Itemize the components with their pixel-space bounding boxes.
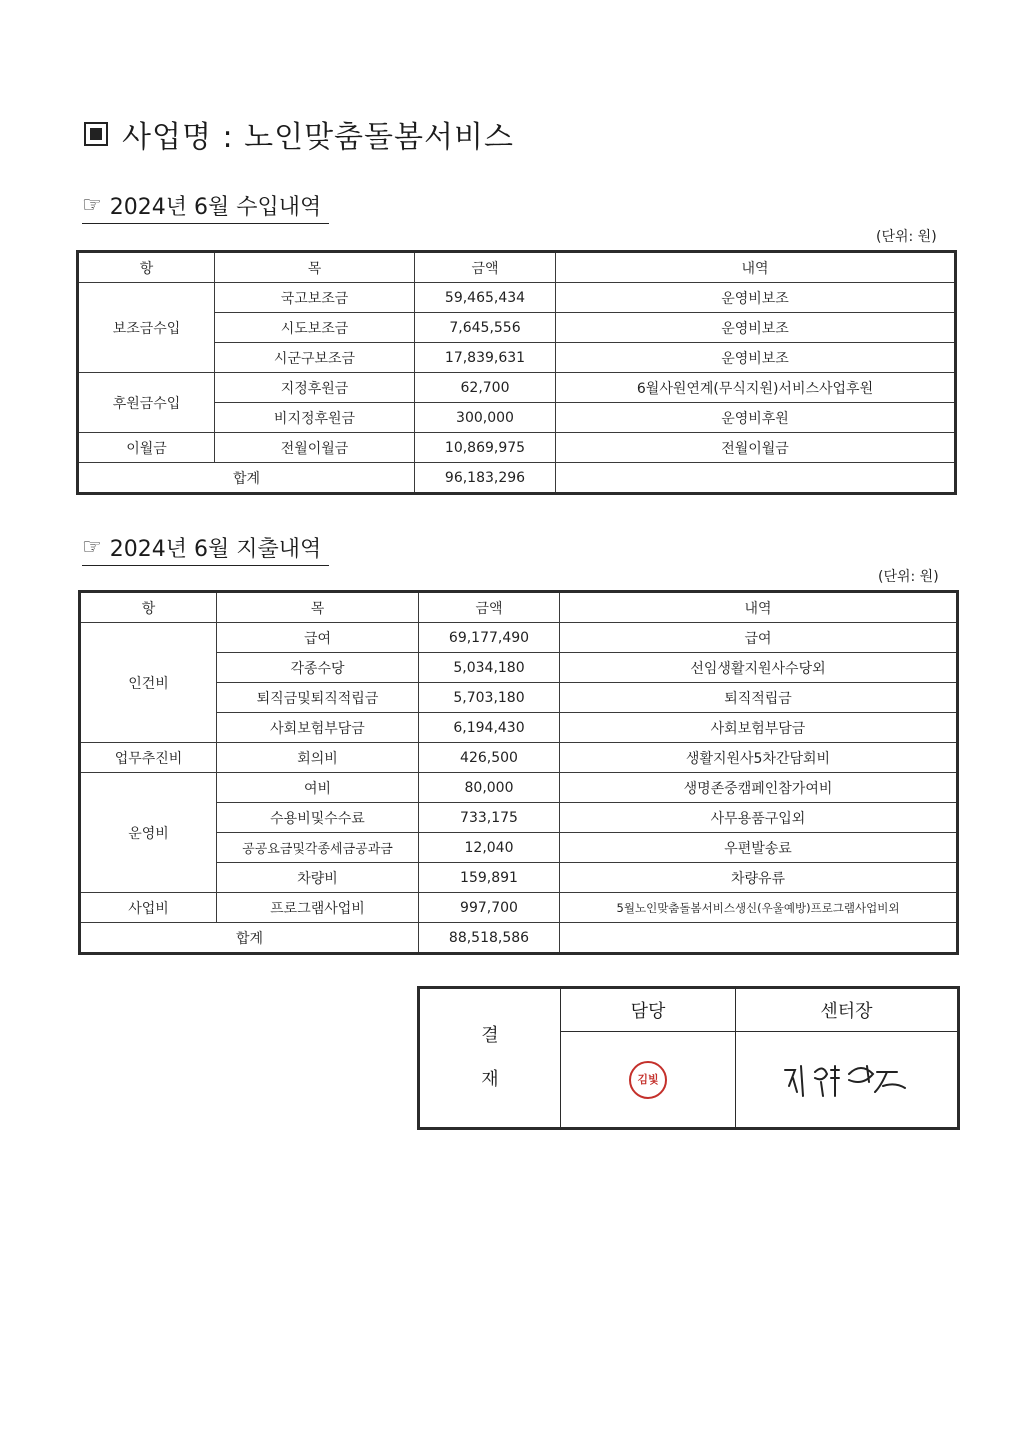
table-row [80,623,958,653]
mok-cell: 사회보험부담금 [217,713,419,743]
mok-cell: 프로그램사업비 [217,893,419,923]
amount-cell: 300,000 [415,403,556,433]
header-hang: 항 [80,592,217,623]
detail-cell: 6월사원연계(무식지원)서비스사업후원 [556,373,956,403]
mok-cell: 수용비및수수료 [217,803,419,833]
hang-cell: 운영비 [80,773,217,893]
handwritten-signature [777,1052,917,1102]
income-table [76,250,957,495]
amount-cell: 62,700 [415,373,556,403]
amount-cell: 59,465,434 [415,283,556,313]
table-row [78,373,956,403]
mok-cell: 회의비 [217,743,419,773]
approval-col-director: 센터장 [736,988,959,1032]
expense-unit-note: (단위: 원) [878,569,939,585]
pointing-hand-icon: ☞ [82,535,102,560]
header-hang: 항 [78,252,215,283]
detail-cell: 생명존중캠페인참가여비 [560,773,958,803]
total-label: 합계 [78,463,415,494]
detail-cell: 운영비보조 [556,283,956,313]
expense-heading [82,532,329,566]
amount-cell: 426,500 [419,743,560,773]
amount-cell: 17,839,631 [415,343,556,373]
header-amount: 금액 [415,252,556,283]
hang-cell: 후원금수입 [78,373,215,433]
approval-box [417,986,960,1130]
mok-cell: 여비 [217,773,419,803]
hang-cell: 업무추진비 [80,743,217,773]
header-mok: 목 [217,592,419,623]
red-seal-stamp: 김빛 [629,1061,667,1099]
total-row [80,923,958,954]
mok-cell: 전월이월금 [215,433,415,463]
total-amount: 96,183,296 [415,463,556,494]
income-unit-note: (단위: 원) [876,229,937,245]
hang-cell: 인건비 [80,623,217,743]
amount-cell: 5,703,180 [419,683,560,713]
table-header-row [78,252,956,283]
header-mok: 목 [215,252,415,283]
mok-cell: 급여 [217,623,419,653]
table-row [78,283,956,313]
total-amount: 88,518,586 [419,923,560,954]
amount-cell: 69,177,490 [419,623,560,653]
amount-cell: 6,194,430 [419,713,560,743]
detail-cell: 운영비보조 [556,343,956,373]
income-heading-text: 2024년 6월 수입내역 [109,195,322,220]
page-title-text: 사업명 : 노인맞춤돌봄서비스 [122,120,514,155]
amount-cell: 159,891 [419,863,560,893]
detail-cell: 급여 [560,623,958,653]
amount-cell: 80,000 [419,773,560,803]
detail-cell: 선임생활지원사수당외 [560,653,958,683]
detail-cell: 우편발송료 [560,833,958,863]
detail-cell: 사회보험부담금 [560,713,958,743]
table-header-row [80,592,958,623]
detail-cell: 전월이월금 [556,433,956,463]
detail-cell: 운영비후원 [556,403,956,433]
mok-cell: 공공요금및각종세금공과금 [217,833,419,863]
income-heading [82,190,329,224]
amount-cell: 12,040 [419,833,560,863]
amount-cell: 10,869,975 [415,433,556,463]
mok-cell: 지정후원금 [215,373,415,403]
page-title [84,112,514,156]
table-row [78,433,956,463]
total-detail-empty [560,923,958,954]
total-row [78,463,956,494]
detail-cell: 퇴직적립금 [560,683,958,713]
amount-cell: 997,700 [419,893,560,923]
director-signature-cell [736,1032,959,1129]
mok-cell: 국고보조금 [215,283,415,313]
header-amount: 금액 [419,592,560,623]
expense-table [78,590,959,955]
staff-seal-cell [561,1032,736,1129]
mok-cell: 시도보조금 [215,313,415,343]
mok-cell: 비지정후원금 [215,403,415,433]
square-bullet-icon [84,122,108,146]
hang-cell: 보조금수입 [78,283,215,373]
approval-label [419,988,561,1129]
header-detail: 내역 [560,592,958,623]
total-label: 합계 [80,923,419,954]
mok-cell: 시군구보조금 [215,343,415,373]
pointing-hand-icon: ☞ [82,193,102,218]
detail-cell: 사무용품구입외 [560,803,958,833]
total-detail-empty [556,463,956,494]
detail-cell: 5월노인맞춤돌봄서비스생신(우울예방)프로그램사업비외 [560,893,958,923]
table-row [80,773,958,803]
hang-cell: 이월금 [78,433,215,463]
amount-cell: 733,175 [419,803,560,833]
detail-cell: 생활지원사5차간담회비 [560,743,958,773]
expense-heading-text: 2024년 6월 지출내역 [109,537,322,562]
approval-label-bottom: 재 [481,1069,499,1090]
detail-cell: 운영비보조 [556,313,956,343]
approval-col-staff: 담당 [561,988,736,1032]
amount-cell: 7,645,556 [415,313,556,343]
table-row [80,893,958,923]
approval-label-top: 결 [481,1025,499,1046]
detail-cell: 차량유류 [560,863,958,893]
hang-cell: 사업비 [80,893,217,923]
amount-cell: 5,034,180 [419,653,560,683]
mok-cell: 각종수당 [217,653,419,683]
mok-cell: 차량비 [217,863,419,893]
header-detail: 내역 [556,252,956,283]
mok-cell: 퇴직금및퇴직적립금 [217,683,419,713]
table-row [80,743,958,773]
